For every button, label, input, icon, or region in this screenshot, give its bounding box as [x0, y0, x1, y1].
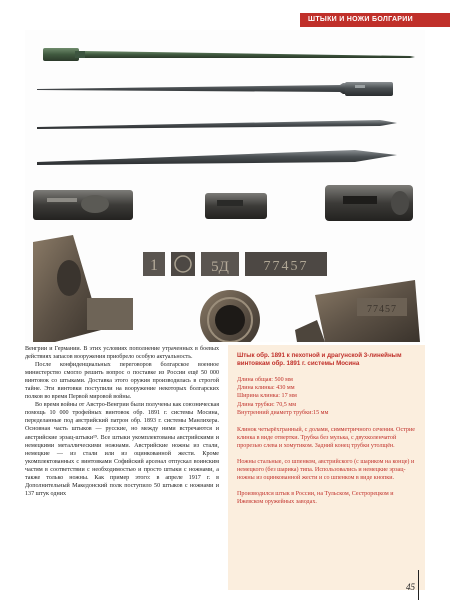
marking-3: 77457: [263, 259, 309, 274]
marking-stamp-strip: [143, 252, 327, 276]
socket-closeup-2: [205, 193, 267, 219]
socket-closeup-large-right: [295, 280, 420, 342]
spec-blade-width: Ширина клинка: 17 мм: [237, 393, 297, 400]
sidebar-blade-description: Клинок четырёхгранный, с долами, симметричного сечения. Острие клинка в виде отвертки. Трубка без мулька, с двухколенчатой прорезью слева и хомутиком. Задний конец трубки утолщён.: [237, 427, 415, 450]
socket-end-view: [200, 290, 260, 342]
spec-total-length: Длина общая: 500 мм: [237, 377, 293, 383]
spec-list: [237, 376, 416, 417]
body-paragraph-3: Во время войны от Австро-Венгрии были получены как союзническая помощь 10 000 трофейных винтовок обр. 1891 г. системы Мосина, переделанные под австрийский патрон обр. 1893 г. системы Манлихера. Основная часть штыков — русские, но между ними встречаются и австрийские эрзац-штыки¹⁹. Все штыки укомплектованы австрийскими и немецкими металлическими ножнами. Австрийские ножны из стали, немецкие — из стали или из оцинкованной жести. Кроме укомплектованных с винтовками Софийский арсенал отпускал воинским частям в соответствии с необходимостью и просто штыки с ножнами, а также только ножны. Как пример этого: в апреле 1917 г. в Дополнительный Македонский полк поступило 50 штыков с ножнами и 137 штук одних: [25, 402, 219, 497]
sidebar-scabbard-description: Ножны стальные, со шпенком, австрийского (с шариком на конце) и немецкого (без шарика) типа. Использовались и немецкие эрзац-ножны из оцинкованной жести и со шпенком в виде кнопки.: [237, 459, 415, 482]
main-body-text: [25, 345, 219, 498]
socket-closeup-3: [325, 185, 413, 221]
body-paragraph-1: Венгрии и Германии. В этих условиях пополнение утраченных в боевых действиях запасов вооружения приобрело особую актуальность.: [25, 346, 219, 361]
socket-closeup-1: [33, 190, 133, 220]
bayonet-blade-long: [37, 120, 397, 129]
marking-2: 5Д: [211, 259, 229, 275]
section-title: ШТЫКИ И НОЖИ БОЛГАРИИ: [308, 16, 413, 23]
page-number: 45: [406, 582, 415, 592]
marking-4: 77457: [367, 304, 397, 315]
section-header: [300, 13, 450, 27]
spec-socket-length: Длина трубки: 70,5 мм: [237, 401, 297, 408]
marking-1: 1: [150, 257, 158, 274]
bayonet-blade-thick: [37, 150, 397, 165]
bayonet-dark-socket-right: [37, 82, 393, 96]
sidebar-title: Штык обр. 1891 к пехотной и драгунской 3-линейным винтовкам обр. 1891 г. системы Мосина: [237, 352, 402, 367]
page-number-rule: [418, 570, 419, 600]
bayonet-photo-collage: [25, 30, 425, 342]
body-paragraph-2: После конфиденциальных переговоров болгарское военное министерство смогло решить вопрос о поставке из России ещё 50 000 винтовок со штыками. Доставка этого оружия производилась в строгой тайне. Эти винтовки поступили на вооружение некоторых болгарских полков во время Первой мировой войны.: [25, 362, 219, 401]
sidebar-production-description: Производился штык в России, на Тульском, Сестрорецком и Ижевском оружейных заводах.: [237, 491, 394, 506]
bayonet-green-patina: [43, 48, 415, 61]
spec-socket-diameter: Внутренний диаметр трубки:15 мм: [237, 409, 329, 416]
socket-closeup-large-left: [33, 235, 133, 342]
info-sidebar: [228, 345, 425, 590]
spec-blade-length: Длина клинка: 430 мм: [237, 385, 295, 392]
